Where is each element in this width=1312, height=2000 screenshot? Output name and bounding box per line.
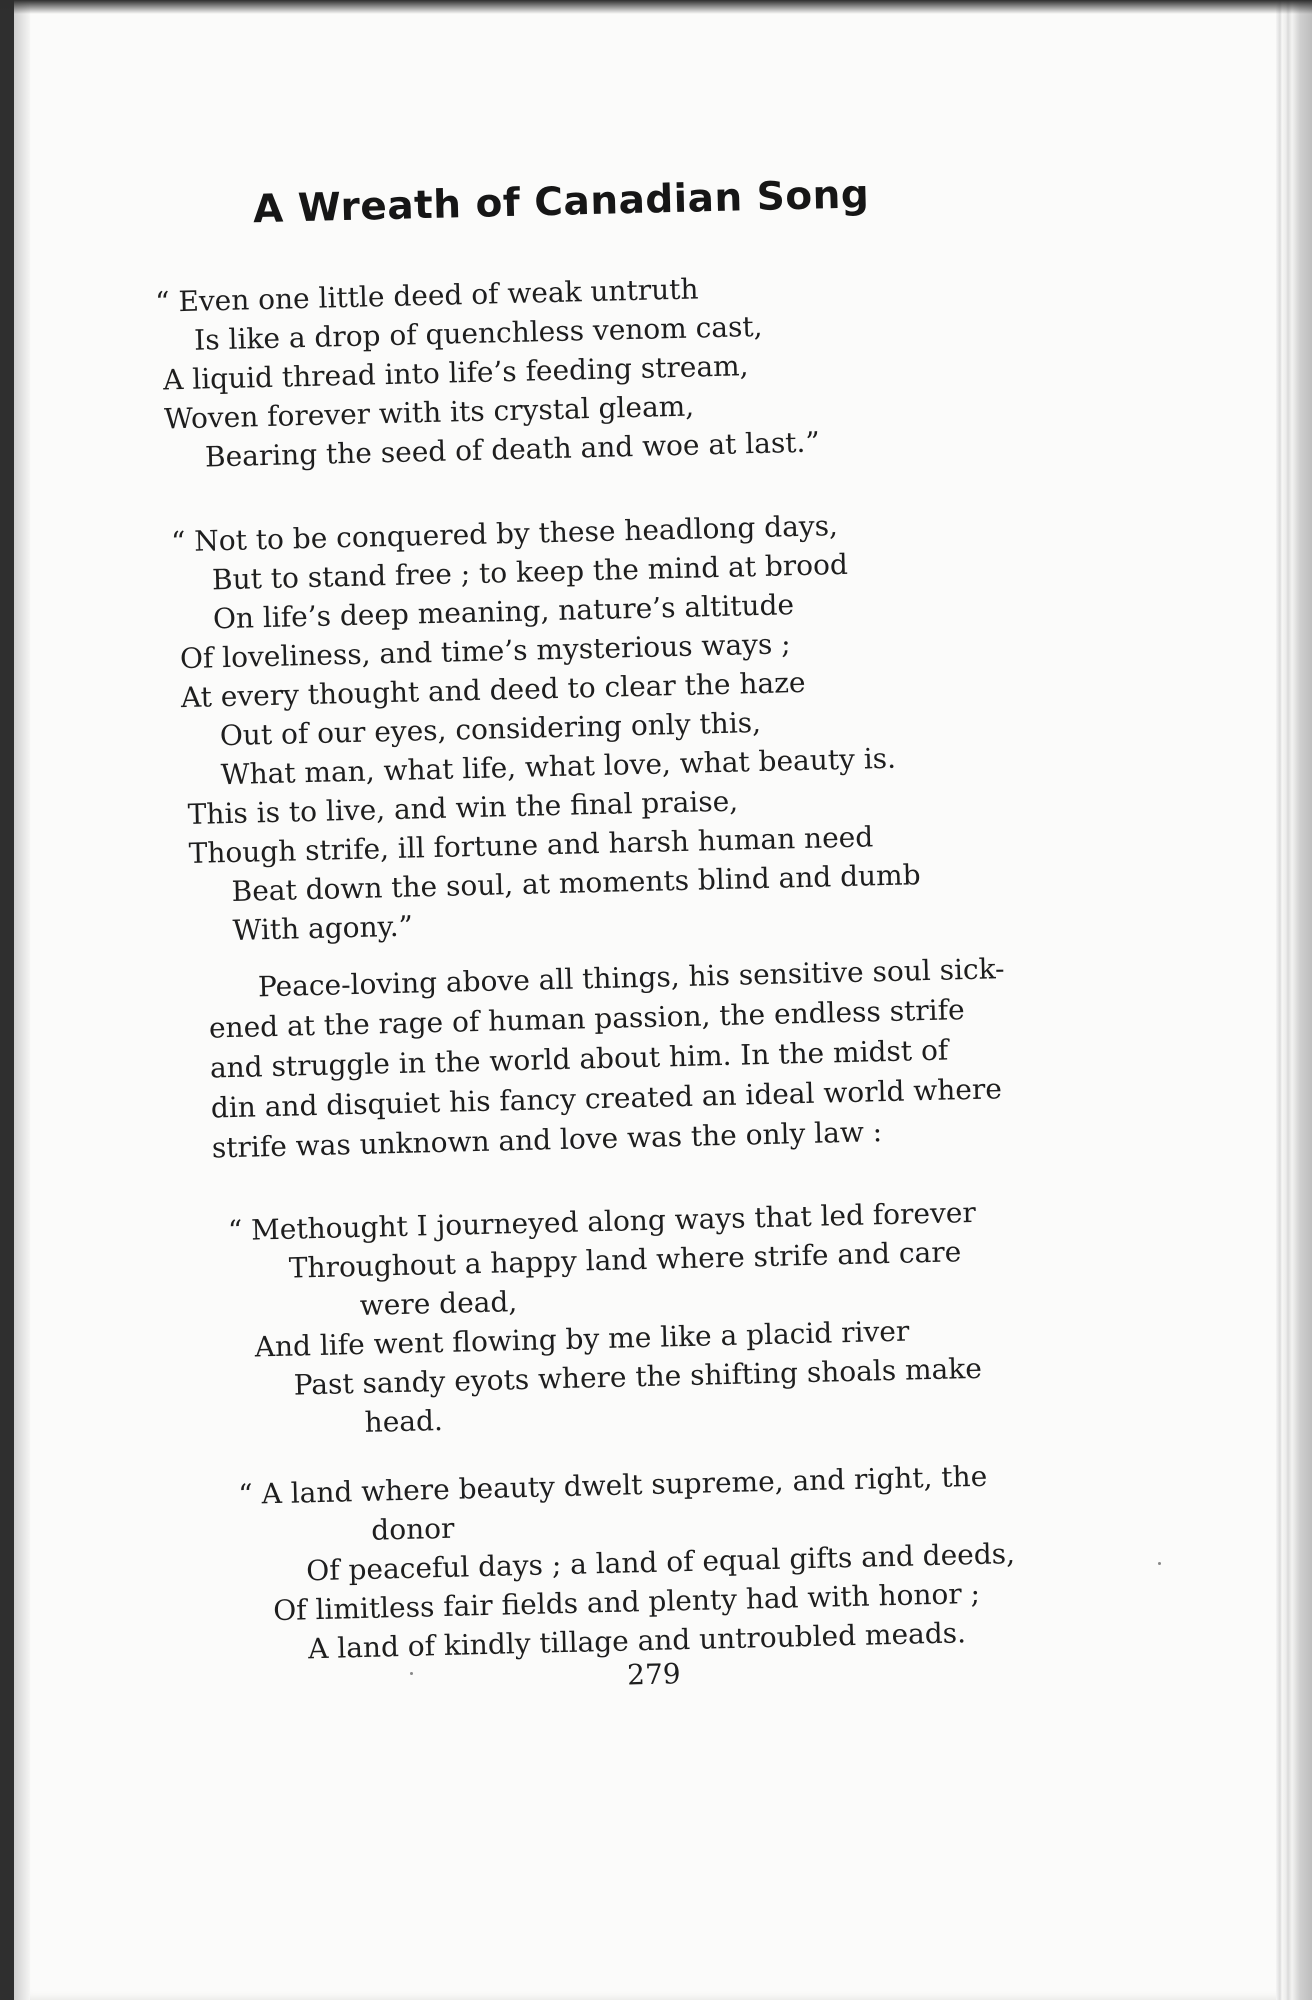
paper-speck: [1158, 1562, 1161, 1565]
stanza4-line: “ A land where beauty dwelt supreme, and right, the: [238, 1459, 988, 1511]
stanza4-line: A land of kindly tillage and untroubled meads.: [307, 1616, 967, 1666]
stanza2-line: Out of our eyes, considering only this,: [219, 705, 762, 753]
stanza3-line: Past sandy eyots where the shifting shoals make: [293, 1351, 983, 1402]
stanza2-line: Though strife, ill fortune and harsh human need: [188, 820, 874, 871]
stanza3-line: “ Methought I journeyed along ways that led forever: [227, 1195, 977, 1248]
stanza1-line: Bearing the seed of death and woe at last.”: [204, 425, 821, 474]
stanza4-line: Of limitless fair fields and plenty had with honor ;: [272, 1576, 981, 1628]
running-title: A Wreath of Canadian Song: [252, 172, 870, 233]
prose-line: Peace-loving above all things, his sensitive soul sick-: [257, 952, 1005, 1004]
stanza3-line: And life went flowing by me like a placid river: [254, 1314, 910, 1364]
stanza2-line: Beat down the soul, at moments blind and dumb: [231, 858, 921, 908]
stanza3-line: were dead,: [359, 1285, 518, 1322]
prose-paragraph: [208, 948, 1073, 1169]
stanza2-line: With agony.”: [232, 909, 414, 947]
stanza4-line: Of peaceful days ; a land of equal gifts and deeds,: [305, 1537, 1016, 1588]
stanza2-line: At every thought and deed to clear the haze: [180, 665, 806, 715]
stanza4-line: donor: [370, 1511, 455, 1547]
stanza3-line: head.: [364, 1403, 444, 1439]
paper-speck: [410, 1672, 413, 1675]
stanza2-line: But to stand free ; to keep the mind at brood: [211, 547, 849, 597]
prose-line: strife was unknown and love was the only law :: [211, 1115, 883, 1165]
stanza1-line: A liquid thread into life’s feeding stream,: [162, 349, 749, 397]
stanza1-line: Is like a drop of quenchless venom cast,: [193, 309, 763, 357]
prose-line: and struggle in the world about him. In the midst of: [209, 1033, 949, 1085]
stanza2-line: This is to live, and win the final praise,: [187, 784, 739, 832]
stanza3-line: Throughout a happy land where strife and care: [288, 1235, 962, 1285]
stanza1-line: Woven forever with its crystal gleam,: [163, 389, 695, 436]
stanza1-line: “ Even one little deed of weak untruth: [154, 272, 699, 319]
stanza2-line: “ Not to be conquered by these headlong days,: [170, 509, 839, 559]
stanza2-line: On life’s deep meaning, nature’s altitude: [212, 588, 795, 636]
prose-line: ened at the rage of human passion, the endless strife: [208, 993, 965, 1045]
stanza2-line: Of loveliness, and time’s mysterious ways ;: [179, 627, 791, 676]
page-number: 279: [626, 1657, 682, 1692]
prose-line: din and disquiet his fancy created an ideal world where: [210, 1072, 1003, 1125]
stanza2-line: What man, what life, what love, what beauty is.: [220, 741, 897, 792]
